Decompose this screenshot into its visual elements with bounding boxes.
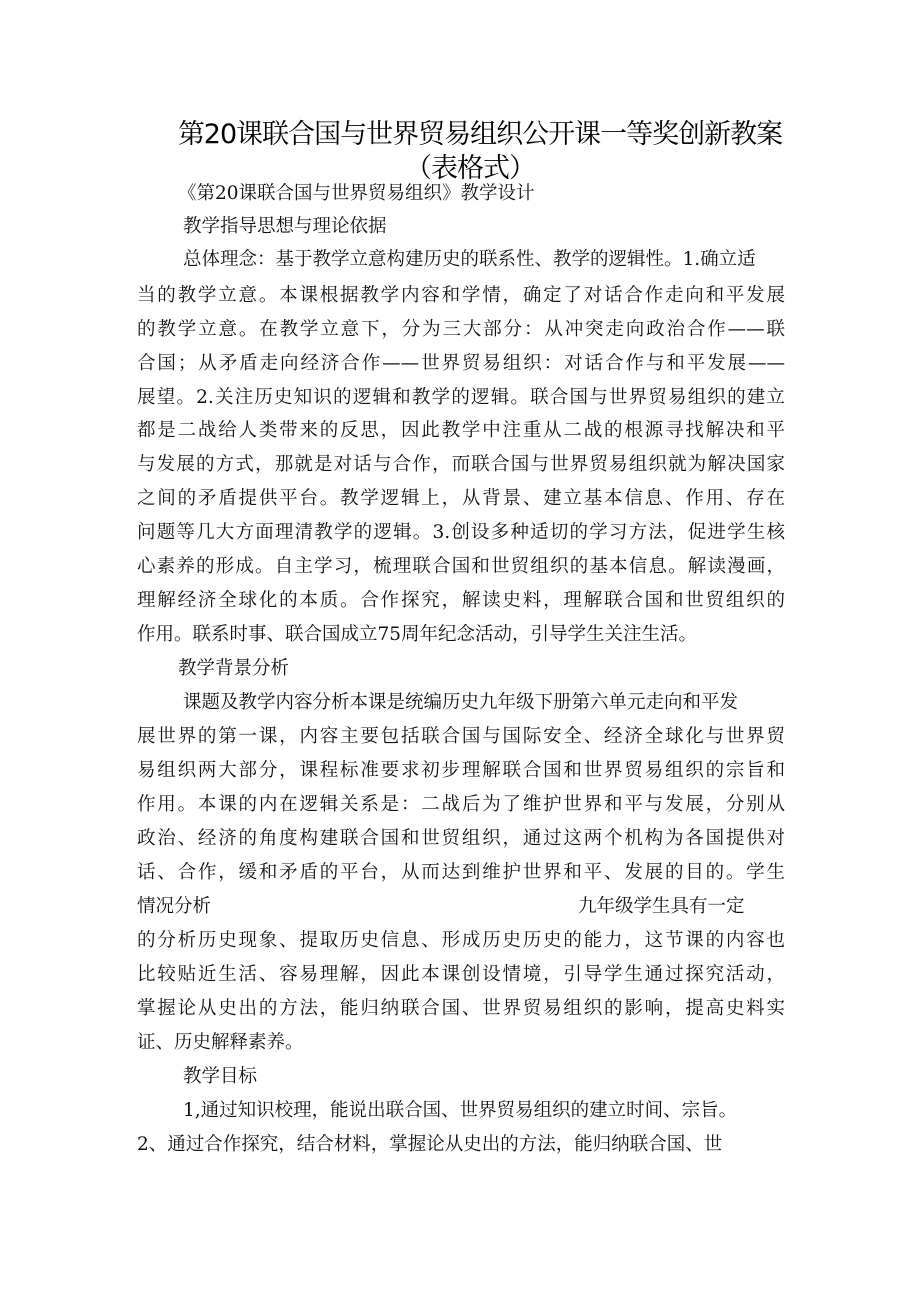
goal-item-1: 1,通过知识校理，能说出联合国、世界贸易组织的建立时间、宗旨。 [183, 1100, 738, 1121]
para3-line: 证、历史解释素养。 [137, 1032, 304, 1053]
para2-line: 政治、经济的角度构建联合国和世贸组织，通过这两个机构为各国提供对 [137, 828, 785, 849]
para1-line: 的教学立意。在教学立意下，分为三大部分：从冲突走向政治合作——联 [137, 319, 785, 340]
para1-line: 当的教学立意。本课根据教学内容和学情，确定了对话合作走向和平发展 [137, 285, 785, 306]
goal-item-2: 2、通过合作探究，结合材料，掌握论从史出的方法，能归纳联合国、世 [137, 1134, 723, 1155]
para1-line: 之间的矛盾提供平台。教学逻辑上，从背景、建立基本信息、作用、存在 [137, 488, 785, 509]
para2-line: 话、合作，缓和矛盾的平台，从而达到维护世界和平、发展的目的。学生 [137, 862, 785, 883]
para3-line: 比较贴近生活、容易理解，因此本课创设情境，引导学生通过探究活动， [137, 964, 785, 985]
para1-line: 都是二战给人类带来的反思，因此教学中注重从二战的根源寻找解决和平 [137, 420, 785, 441]
student-analysis-intro: 九年级学生具有一定 [578, 896, 745, 917]
heading-guiding-ideas: 教学指导思想与理论依据 [183, 216, 387, 237]
para2-line: 课题及教学内容分析本课是统编历史九年级下册第六单元走向和平发 [183, 692, 739, 713]
para1-line: 问题等几大方面理清教学的逻辑。3.创设多种适切的学习方法，促进学生核 [137, 522, 785, 543]
para2-line: 作用。本课的内在逻辑关系是：二战后为了维护世界和平与发展，分别从 [137, 794, 785, 815]
para2-line: 展世界的第一课，内容主要包括联合国与国际安全、经济全球化与世界贸 [137, 726, 785, 747]
document-title-line1: 第20课联合国与世界贸易组织公开课一等奖创新教案 [177, 119, 783, 150]
para1-line: 心素养的形成。自主学习，梳理联合国和世贸组织的基本信息。解读漫画， [137, 556, 785, 577]
para1-line: 展望。2.关注历史知识的逻辑和教学的逻辑。联合国与世界贸易组织的建立 [137, 387, 785, 408]
document-subtitle: 《第20课联合国与世界贸易组织》教学设计 [178, 183, 535, 204]
para1-line: 与发展的方式，那就是对话与合作，而联合国与世界贸易组织就为解决国家 [137, 454, 785, 475]
heading-teaching-goals: 教学目标 [183, 1066, 258, 1087]
para2-line: 易组织两大部分，课程标准要求初步理解联合国和世界贸易组织的宗旨和 [137, 760, 785, 781]
para1-line: 合国；从矛盾走向经济合作——世界贸易组织：对话合作与和平发展—— [137, 353, 785, 374]
para3-line: 的分析历史现象、提取历史信息、形成历史历史的能力，这节课的内容也 [137, 930, 785, 951]
para3-line: 掌握论从史出的方法，能归纳联合国、世界贸易组织的影响，提高史料实 [137, 998, 785, 1019]
para1-line: 理解经济全球化的本质。合作探究，解读史料，理解联合国和世贸组织的 [137, 590, 785, 611]
para1-line: 总体理念：基于教学立意构建历史的联系性、教学的逻辑性。1.确立适 [183, 249, 756, 270]
student-analysis-label: 情况分析 [137, 896, 212, 917]
para1-line: 作用。联系时事、联合国成立75周年纪念活动，引导学生关注生活。 [137, 624, 698, 645]
heading-background-analysis: 教学背景分析 [178, 658, 290, 679]
document-title-line2: （表格式） [405, 153, 535, 184]
